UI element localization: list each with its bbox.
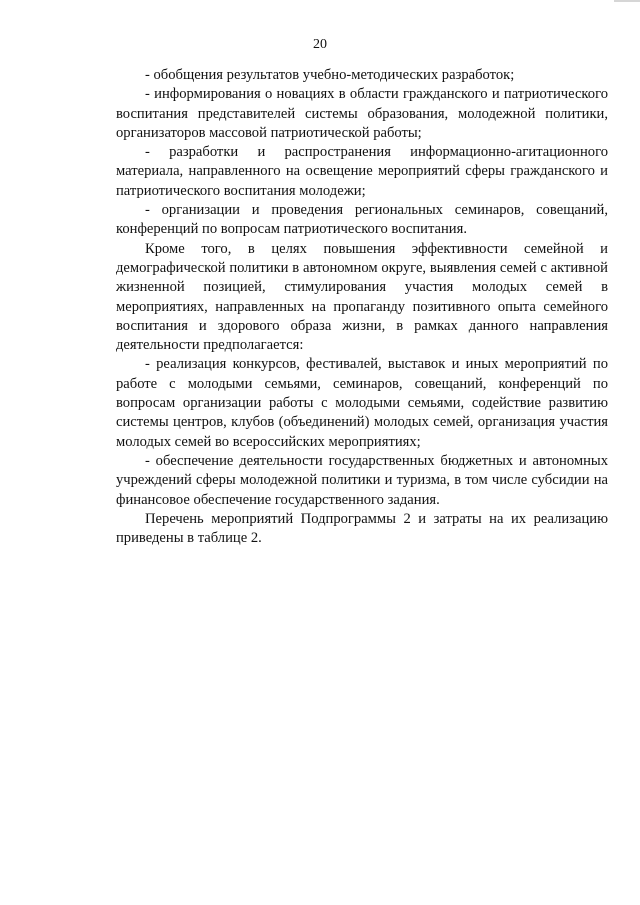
table-reference-paragraph: Перечень мероприятий Подпрограммы 2 и затраты на их реализацию приведены в таблице 2. xyxy=(116,510,608,547)
list-item-generalization: - обобщения результатов учебно-методических разработок; xyxy=(145,67,515,83)
list-item-institutions: - обеспечение деятельности государственных бюджетных и автономных учреждений сферы молодежной политики и туризма, в том числе субсидии на финансовое обеспечение государственного задания. xyxy=(116,452,608,508)
family-policy-paragraph: Кроме того, в целях повышения эффективности семейной и демографической политики в автономном округе, выявления семей с активной жизненной позицией, стимулирования участия молодых семей в мероприятиях, направленных на пропаганду позитивного опыта семейного воспитания и здорового образа жизни, в рамках данного направления деятельности предполагается: xyxy=(116,240,608,354)
scan-artifact xyxy=(614,0,640,2)
page-number: 20 xyxy=(313,37,327,52)
list-item-materials: - разработки и распространения информационно-агитационного материала, направленного на освещение мероприятий сферы гражданского и патриотического воспитания молодежи; xyxy=(116,144,608,199)
document-body xyxy=(116,66,608,548)
list-item-informing: - информирования о новациях в области гражданского и патриотического воспитания представителей системы образования, молодежной политики, организаторов массовой патриотической работы; xyxy=(116,86,608,141)
list-item-contests: - реализация конкурсов, фестивалей, выставок и иных мероприятий по работе с молодыми семьями, семинаров, совещаний, конференций по вопросам организации работы с молодыми семьями, содействие развитию системы центров, клубов (объединений) молодых семей, организация участия молодых семей во всероссийских мероприятиях; xyxy=(116,356,608,450)
list-item-seminars: - организации и проведения региональных семинаров, совещаний, конференций по вопросам патриотического воспитания. xyxy=(116,202,608,238)
